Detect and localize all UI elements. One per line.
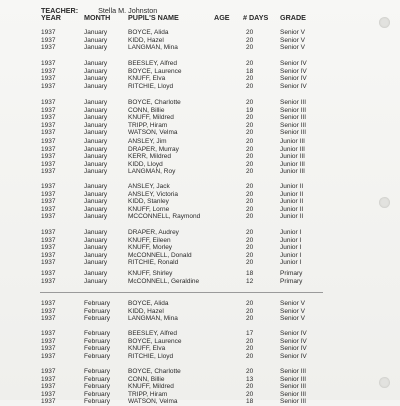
table-row <box>0 107 400 115</box>
table-row <box>0 368 400 376</box>
row-year: 1937 <box>41 398 56 406</box>
row-grade: Senior V <box>280 300 305 307</box>
row-days: 18 <box>246 67 254 75</box>
row-year: 1937 <box>41 205 56 213</box>
row-grade: Senior III <box>280 375 307 383</box>
row-pupil-name: KERR, Mildred <box>128 153 171 161</box>
table-row <box>0 278 400 286</box>
row-days: 20 <box>246 300 254 307</box>
row-year: 1937 <box>41 106 56 114</box>
row-month: February <box>84 375 111 383</box>
row-pupil-name: LANGMAN, Mina <box>128 44 178 52</box>
row-days: 20 <box>246 44 254 52</box>
row-grade: Senior IV <box>280 60 307 67</box>
row-pupil-name: KNUFF, Lorne <box>128 205 170 213</box>
row-month: January <box>84 236 108 244</box>
row-year: 1937 <box>41 337 56 345</box>
row-month: January <box>84 205 108 213</box>
row-days: 20 <box>246 337 254 345</box>
row-days: 12 <box>246 277 254 285</box>
row-grade: Junior II <box>280 205 304 213</box>
row-year: 1937 <box>41 375 56 383</box>
table-row <box>0 68 400 76</box>
row-year: 1937 <box>41 300 56 307</box>
row-days: 20 <box>246 121 254 129</box>
row-days: 20 <box>246 352 254 360</box>
table-row <box>0 75 400 83</box>
table-row <box>0 44 400 52</box>
row-grade: Junior I <box>280 251 302 259</box>
row-grade: Senior III <box>280 398 307 406</box>
row-grade: Junior II <box>280 198 304 206</box>
row-year: 1937 <box>41 345 56 353</box>
row-month: January <box>84 270 108 277</box>
row-pupil-name: KNUFF, Shirley <box>128 270 173 277</box>
row-pupil-name: KIDD, Hazel <box>128 307 164 315</box>
row-month: January <box>84 44 108 52</box>
header-grade: GRADE <box>280 13 306 22</box>
table-row <box>0 122 400 130</box>
row-pupil-name: KNUFF, Mildred <box>128 114 174 122</box>
row-pupil-name: BOYCE, Alida <box>128 29 169 36</box>
row-days: 20 <box>246 99 254 106</box>
table-row <box>0 198 400 206</box>
row-year: 1937 <box>41 251 56 259</box>
row-grade: Senior III <box>280 106 307 114</box>
row-month: February <box>84 368 111 375</box>
table-row <box>0 83 400 91</box>
row-grade: Junior III <box>280 160 305 168</box>
row-days: 17 <box>246 330 254 337</box>
header-pupil-name: PUPIL'S NAME <box>128 13 179 22</box>
row-month: February <box>84 300 111 307</box>
row-year: 1937 <box>41 352 56 360</box>
row-pupil-name: McCONNELL, Donald <box>128 251 192 259</box>
row-year: 1937 <box>41 29 56 36</box>
table-row <box>0 29 400 37</box>
row-days: 20 <box>246 183 254 190</box>
row-year: 1937 <box>41 160 56 168</box>
row-days: 20 <box>246 236 254 244</box>
row-days: 20 <box>246 383 254 391</box>
row-grade: Junior I <box>280 244 302 252</box>
row-pupil-name: KIDD, Hazel <box>128 36 164 44</box>
row-grade: Junior I <box>280 236 302 244</box>
row-grade: Senior V <box>280 36 305 44</box>
row-grade: Junior III <box>280 168 305 176</box>
row-pupil-name: BOYCE, Charlotte <box>128 368 181 375</box>
row-pupil-name: KNUFF, Eileen <box>128 236 171 244</box>
row-month: February <box>84 337 111 345</box>
row-days: 20 <box>246 114 254 122</box>
row-year: 1937 <box>41 60 56 67</box>
row-pupil-name: BEESLEY, Alfred <box>128 330 178 337</box>
row-month: February <box>84 390 111 398</box>
row-grade: Junior II <box>280 183 304 190</box>
row-grade: Junior I <box>280 229 302 236</box>
row-grade: Junior III <box>280 138 305 145</box>
row-month: February <box>84 383 111 391</box>
row-month: January <box>84 82 108 90</box>
row-year: 1937 <box>41 330 56 337</box>
row-month: January <box>84 145 108 153</box>
table-row <box>0 338 400 346</box>
table-row <box>0 161 400 169</box>
row-days: 20 <box>246 307 254 315</box>
table-row <box>0 60 400 68</box>
row-pupil-name: TRIPP, Hiram <box>128 390 168 398</box>
row-month: January <box>84 244 108 252</box>
row-year: 1937 <box>41 198 56 206</box>
row-days: 20 <box>246 205 254 213</box>
month-separator-rule <box>40 292 323 293</box>
row-days: 20 <box>246 213 254 221</box>
row-year: 1937 <box>41 129 56 137</box>
row-year: 1937 <box>41 75 56 83</box>
row-days: 20 <box>246 390 254 398</box>
row-year: 1937 <box>41 168 56 176</box>
row-grade: Senior III <box>280 99 307 106</box>
row-days: 20 <box>246 345 254 353</box>
row-days: 20 <box>246 129 254 137</box>
row-grade: Senior IV <box>280 67 307 75</box>
row-days: 18 <box>246 398 254 406</box>
row-year: 1937 <box>41 307 56 315</box>
row-days: 20 <box>246 29 254 36</box>
header-year: YEAR <box>41 13 61 22</box>
row-grade: Senior IV <box>280 337 307 345</box>
row-month: January <box>84 168 108 176</box>
row-year: 1937 <box>41 138 56 145</box>
row-pupil-name: WATSON, Velma <box>128 398 178 406</box>
row-month: February <box>84 398 111 406</box>
header-days: # DAYS <box>243 13 269 22</box>
row-year: 1937 <box>41 229 56 236</box>
row-pupil-name: CONN, Billie <box>128 106 165 114</box>
row-pupil-name: KIDD, Lloyd <box>128 160 163 168</box>
row-year: 1937 <box>41 244 56 252</box>
row-grade: Junior III <box>280 145 305 153</box>
row-grade: Junior II <box>280 213 304 221</box>
table-row <box>0 270 400 278</box>
row-days: 20 <box>246 60 254 67</box>
table-row <box>0 146 400 154</box>
header-month: MONTH <box>84 13 111 22</box>
row-days: 19 <box>246 106 254 114</box>
row-pupil-name: LANGMAN, Roy <box>128 168 176 176</box>
row-pupil-name: TRIPP, Hiram <box>128 121 168 129</box>
row-month: January <box>84 153 108 161</box>
row-grade: Senior III <box>280 383 307 391</box>
table-row <box>0 191 400 199</box>
row-month: January <box>84 259 108 267</box>
row-days: 20 <box>246 315 254 323</box>
row-grade: Senior V <box>280 307 305 315</box>
row-days: 20 <box>246 244 254 252</box>
row-month: February <box>84 330 111 337</box>
row-days: 20 <box>246 368 254 375</box>
row-days: 20 <box>246 190 254 198</box>
row-pupil-name: LANGMAN, Mina <box>128 315 178 323</box>
table-row <box>0 168 400 176</box>
table-row <box>0 383 400 391</box>
row-days: 20 <box>246 168 254 176</box>
row-year: 1937 <box>41 236 56 244</box>
row-pupil-name: DRAPER, Murray <box>128 145 179 153</box>
row-year: 1937 <box>41 259 56 267</box>
row-grade: Senior V <box>280 29 305 36</box>
row-month: February <box>84 352 111 360</box>
row-month: January <box>84 251 108 259</box>
row-grade: Junior I <box>280 259 302 267</box>
row-days: 20 <box>246 259 254 267</box>
row-month: January <box>84 60 108 67</box>
row-grade: Senior IV <box>280 82 307 90</box>
row-year: 1937 <box>41 277 56 285</box>
row-days: 20 <box>246 138 254 145</box>
row-pupil-name: RITCHIE, Lloyd <box>128 352 174 360</box>
row-grade: Senior III <box>280 390 307 398</box>
table-row <box>0 229 400 237</box>
row-month: January <box>84 99 108 106</box>
row-year: 1937 <box>41 383 56 391</box>
row-month: January <box>84 138 108 145</box>
row-days: 20 <box>246 82 254 90</box>
table-row <box>0 353 400 361</box>
row-month: January <box>84 229 108 236</box>
row-grade: Senior III <box>280 368 307 375</box>
column-header <box>0 13 400 22</box>
table-row <box>0 114 400 122</box>
row-pupil-name: KIDD, Stanley <box>128 198 169 206</box>
row-pupil-name: MCCONNELL, Raymond <box>128 213 201 221</box>
table-row <box>0 206 400 214</box>
table-row <box>0 259 400 267</box>
row-year: 1937 <box>41 153 56 161</box>
row-pupil-name: ANSLEY, Jack <box>128 183 170 190</box>
row-grade: Senior III <box>280 121 307 129</box>
table-row <box>0 183 400 191</box>
row-year: 1937 <box>41 36 56 44</box>
row-year: 1937 <box>41 183 56 190</box>
row-pupil-name: RITCHIE, Lloyd <box>128 82 174 90</box>
row-pupil-name: DRAPER, Audrey <box>128 229 179 236</box>
row-days: 20 <box>246 160 254 168</box>
row-grade: Senior V <box>280 44 305 52</box>
row-year: 1937 <box>41 99 56 106</box>
row-year: 1937 <box>41 82 56 90</box>
teacher-label: TEACHER: <box>41 6 79 15</box>
header-age: AGE <box>214 13 230 22</box>
table-row <box>0 99 400 107</box>
row-grade: Primary <box>280 270 303 277</box>
row-days: 20 <box>246 251 254 259</box>
row-year: 1937 <box>41 114 56 122</box>
row-month: January <box>84 106 108 114</box>
row-grade: Senior IV <box>280 75 307 83</box>
table-row <box>0 391 400 399</box>
table-row <box>0 300 400 308</box>
row-month: January <box>84 29 108 36</box>
row-pupil-name: KNUFF, Elva <box>128 345 166 353</box>
table-row <box>0 376 400 384</box>
table-row <box>0 153 400 161</box>
row-year: 1937 <box>41 213 56 221</box>
table-row <box>0 129 400 137</box>
row-month: February <box>84 315 111 323</box>
row-month: January <box>84 160 108 168</box>
row-pupil-name: KNUFF, Elva <box>128 75 166 83</box>
table-row <box>0 330 400 338</box>
row-pupil-name: BOYCE, Laurence <box>128 337 182 345</box>
row-month: January <box>84 67 108 75</box>
row-days: 20 <box>246 36 254 44</box>
row-pupil-name: McCONNELL, Geraldine <box>128 277 200 285</box>
table-row <box>0 315 400 323</box>
row-pupil-name: WATSON, Velma <box>128 129 178 137</box>
row-pupil-name: RITCHIE, Ronald <box>128 259 179 267</box>
row-year: 1937 <box>41 67 56 75</box>
table-row <box>0 237 400 245</box>
row-pupil-name: BOYCE, Charlotte <box>128 99 181 106</box>
row-days: 13 <box>246 375 254 383</box>
row-year: 1937 <box>41 368 56 375</box>
row-month: January <box>84 121 108 129</box>
row-grade: Junior III <box>280 153 305 161</box>
row-month: February <box>84 345 111 353</box>
row-year: 1937 <box>41 315 56 323</box>
row-month: January <box>84 183 108 190</box>
row-year: 1937 <box>41 44 56 52</box>
row-month: January <box>84 213 108 221</box>
row-pupil-name: BOYCE, Laurence <box>128 67 182 75</box>
table-row <box>0 213 400 221</box>
row-pupil-name: KNUFF, Morley <box>128 244 173 252</box>
row-month: January <box>84 190 108 198</box>
row-year: 1937 <box>41 390 56 398</box>
row-grade: Senior III <box>280 129 307 137</box>
row-month: January <box>84 129 108 137</box>
row-grade: Senior III <box>280 114 307 122</box>
table-row <box>0 345 400 353</box>
row-pupil-name: CONN, Billie <box>128 375 165 383</box>
row-pupil-name: ANSLEY, Victoria <box>128 190 178 198</box>
row-grade: Primary <box>280 277 303 285</box>
row-pupil-name: KNUFF, Mildred <box>128 383 174 391</box>
row-days: 20 <box>246 153 254 161</box>
row-days: 20 <box>246 75 254 83</box>
row-days: 20 <box>246 145 254 153</box>
row-days: 20 <box>246 229 254 236</box>
row-grade: Senior IV <box>280 330 307 337</box>
table-row <box>0 138 400 146</box>
teacher-name: Stella M. Johnston <box>98 6 158 15</box>
row-pupil-name: ANSLEY, Jim <box>128 138 167 145</box>
row-month: January <box>84 36 108 44</box>
row-year: 1937 <box>41 190 56 198</box>
row-grade: Senior V <box>280 315 305 323</box>
row-pupil-name: BOYCE, Alida <box>128 300 169 307</box>
row-month: February <box>84 307 111 315</box>
row-days: 20 <box>246 198 254 206</box>
row-month: January <box>84 198 108 206</box>
row-year: 1937 <box>41 121 56 129</box>
row-month: January <box>84 277 108 285</box>
table-row <box>0 252 400 260</box>
table-row <box>0 244 400 252</box>
table-row <box>0 37 400 45</box>
row-grade: Senior IV <box>280 345 307 353</box>
table-row <box>0 308 400 316</box>
row-year: 1937 <box>41 145 56 153</box>
row-month: January <box>84 75 108 83</box>
row-pupil-name: BEESLEY, Alfred <box>128 60 178 67</box>
row-days: 18 <box>246 270 254 277</box>
row-grade: Junior II <box>280 190 304 198</box>
row-grade: Senior IV <box>280 352 307 360</box>
row-month: January <box>84 114 108 122</box>
row-year: 1937 <box>41 270 56 277</box>
